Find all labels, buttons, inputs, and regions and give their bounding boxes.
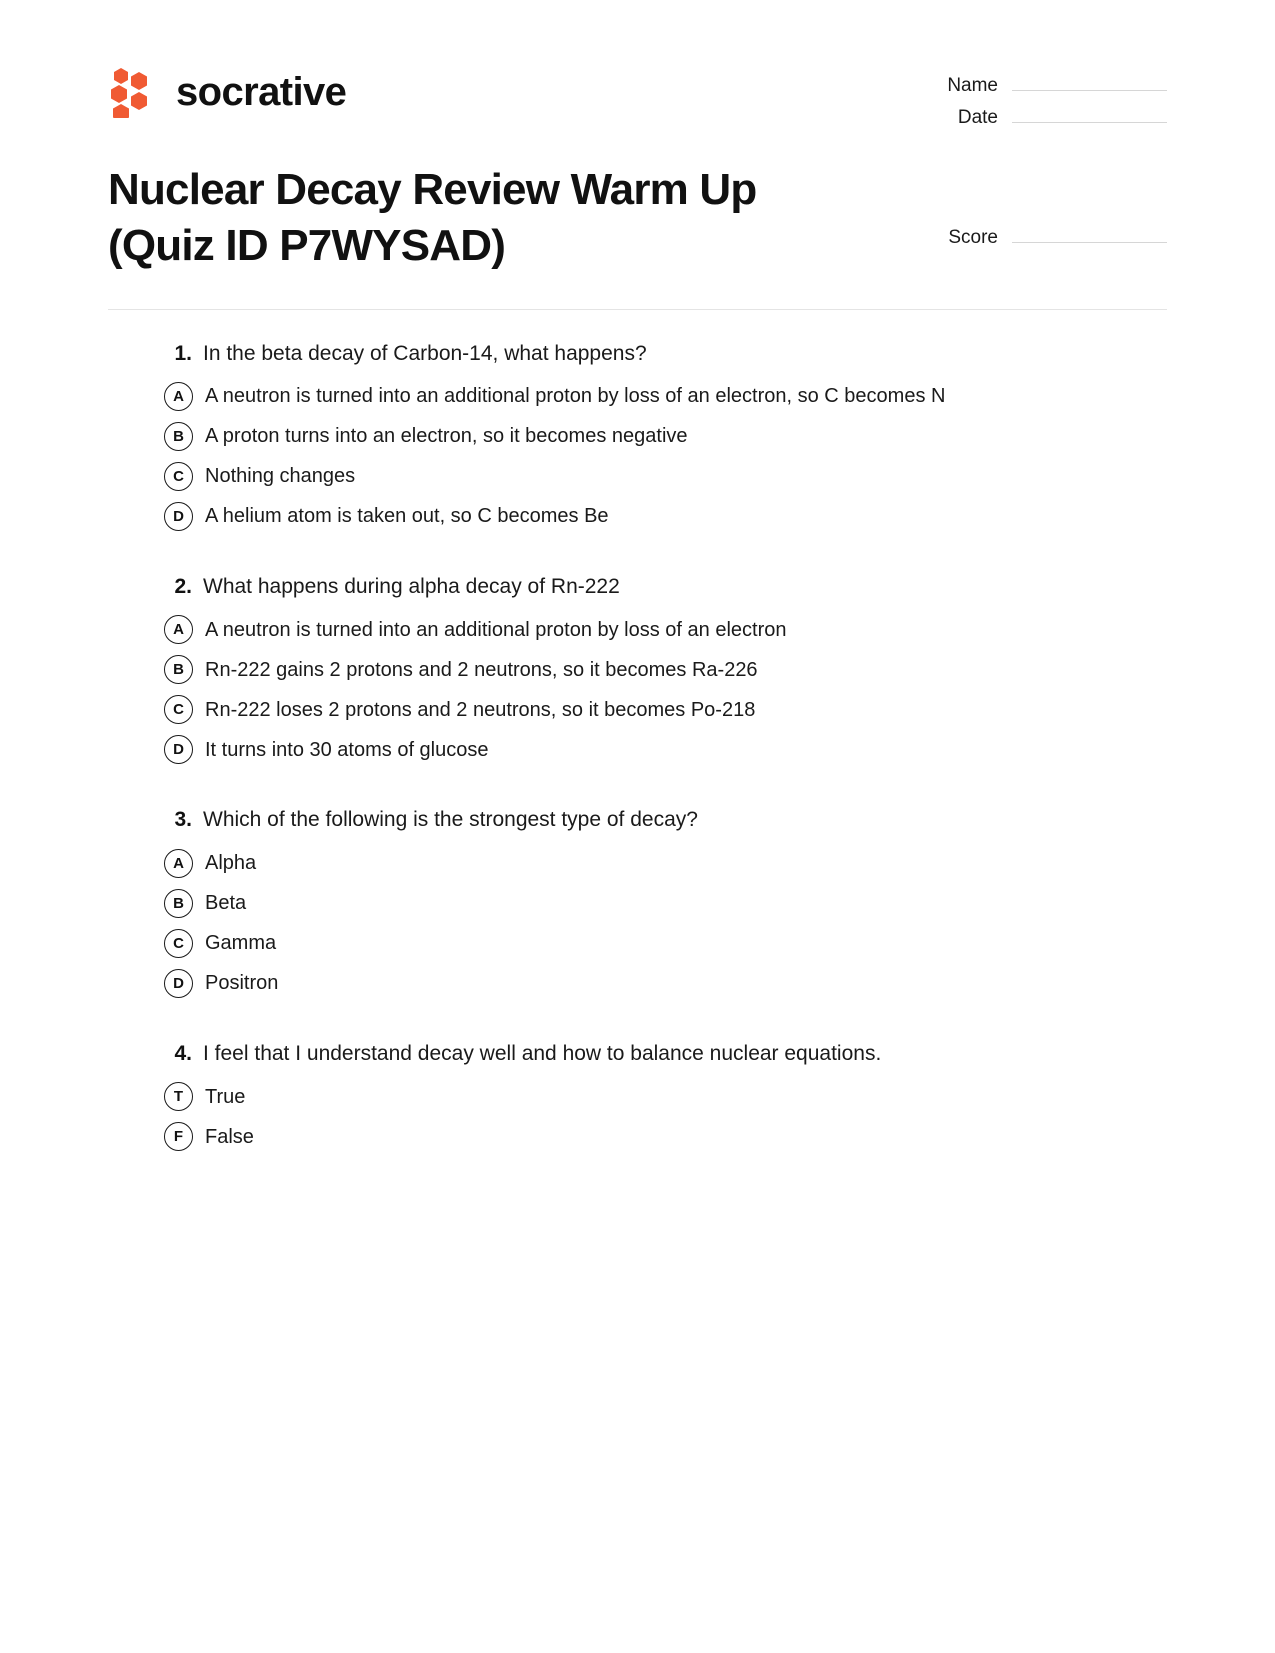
answer-choice[interactable] xyxy=(108,969,1167,998)
question-header xyxy=(108,806,1167,834)
choice-label: True xyxy=(205,1085,246,1108)
question-number: 2. xyxy=(174,574,192,598)
title-block xyxy=(0,136,1275,275)
answer-choice[interactable] xyxy=(108,849,1167,878)
choice-label: Positron xyxy=(205,972,279,995)
answer-choice[interactable] xyxy=(108,695,1167,724)
choice-bubble-icon[interactable]: C xyxy=(164,695,193,724)
choice-bubble-icon[interactable]: C xyxy=(164,462,193,491)
choice-bubble-icon[interactable]: D xyxy=(164,735,193,764)
question-number: 3. xyxy=(174,808,192,832)
choice-bubble-icon[interactable]: B xyxy=(164,422,193,451)
question-header xyxy=(108,340,1167,368)
answer-choice[interactable] xyxy=(108,889,1167,918)
choice-bubble-icon[interactable]: D xyxy=(164,502,193,531)
question-text: I feel that I understand decay well and how to balance nuclear equations. xyxy=(203,1041,882,1065)
date-field-input[interactable] xyxy=(1012,104,1167,123)
choice-label: A neutron is turned into an additional proton by loss of an electron, so C becomes N xyxy=(205,385,946,408)
page-title: Nuclear Decay Review Warm Up (Quiz ID P7WYSAD) xyxy=(108,165,757,271)
socrative-brand-name: socrative xyxy=(176,70,347,114)
choice-bubble-icon[interactable]: T xyxy=(164,1082,193,1111)
choice-bubble-icon[interactable]: C xyxy=(164,929,193,958)
choice-label: Alpha xyxy=(205,852,257,875)
answer-choice[interactable] xyxy=(108,655,1167,684)
student-meta-fields xyxy=(867,72,1167,136)
answer-choice[interactable] xyxy=(108,1082,1167,1111)
question-item xyxy=(108,1040,1167,1151)
choice-label: A proton turns into an electron, so it becomes negative xyxy=(205,425,688,448)
choice-bubble-icon[interactable]: A xyxy=(164,849,193,878)
question-number: 4. xyxy=(174,1041,192,1065)
choice-label: It turns into 30 atoms of glucose xyxy=(205,738,489,761)
question-header xyxy=(108,1040,1167,1068)
question-text: What happens during alpha decay of Rn-222 xyxy=(203,574,620,598)
answer-choice[interactable] xyxy=(108,735,1167,764)
answer-choice[interactable] xyxy=(108,382,1167,411)
question-number: 1. xyxy=(174,341,192,365)
choice-label: A helium atom is taken out, so C becomes Be xyxy=(205,505,609,528)
socrative-brand xyxy=(108,66,346,118)
choice-label: False xyxy=(205,1125,254,1148)
questions-list xyxy=(0,310,1275,1151)
answer-choice[interactable] xyxy=(108,615,1167,644)
name-field-row xyxy=(867,72,1167,97)
score-field-row xyxy=(868,224,1167,249)
question-item xyxy=(108,573,1167,764)
name-field-input[interactable] xyxy=(1012,72,1167,91)
score-field-label: Score xyxy=(948,227,998,248)
name-field-label: Name xyxy=(947,75,998,96)
choice-label: Rn-222 gains 2 protons and 2 neutrons, so it becomes Ra-226 xyxy=(205,658,758,681)
answer-choice[interactable] xyxy=(108,502,1167,531)
choice-bubble-icon[interactable]: D xyxy=(164,969,193,998)
question-header xyxy=(108,573,1167,601)
answer-choice[interactable] xyxy=(108,929,1167,958)
choice-label: Nothing changes xyxy=(205,465,356,488)
question-text: In the beta decay of Carbon-14, what happens? xyxy=(203,341,647,365)
answer-choice[interactable] xyxy=(108,462,1167,491)
question-item xyxy=(108,806,1167,997)
socrative-hexagons-logo-icon xyxy=(108,66,160,118)
choice-bubble-icon[interactable]: A xyxy=(164,615,193,644)
choice-bubble-icon[interactable]: B xyxy=(164,655,193,684)
answer-choice[interactable] xyxy=(108,422,1167,451)
choice-bubble-icon[interactable]: A xyxy=(164,382,193,411)
page-header xyxy=(0,0,1275,136)
date-field-row xyxy=(867,104,1167,129)
date-field-label: Date xyxy=(957,107,998,128)
answer-choice[interactable] xyxy=(108,1122,1167,1151)
question-item xyxy=(108,340,1167,531)
score-field-input[interactable] xyxy=(1012,224,1167,243)
choice-bubble-icon[interactable]: F xyxy=(164,1122,193,1151)
score-field-wrap xyxy=(868,224,1167,256)
choice-bubble-icon[interactable]: B xyxy=(164,889,193,918)
choice-label: Gamma xyxy=(205,932,277,955)
choice-label: Rn-222 loses 2 protons and 2 neutrons, so it becomes Po-218 xyxy=(205,698,756,721)
choice-label: Beta xyxy=(205,892,247,915)
choice-label: A neutron is turned into an additional proton by loss of an electron xyxy=(205,618,787,641)
question-text: Which of the following is the strongest type of decay? xyxy=(203,808,698,832)
